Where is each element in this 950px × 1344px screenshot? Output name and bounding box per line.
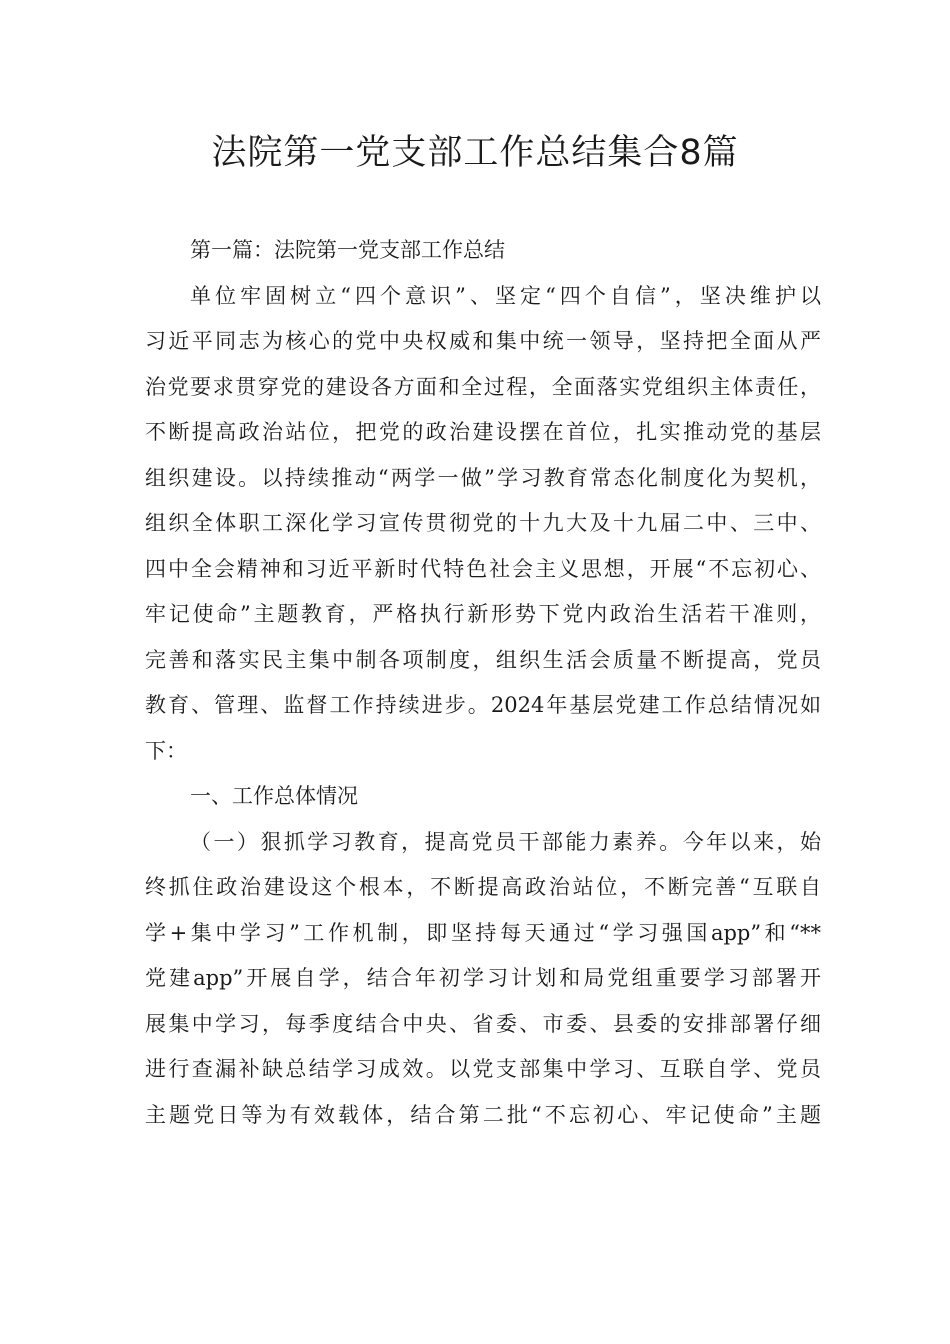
paragraph-line: 进行查漏补缺总结学习成效。以党支部集中学习、互联自学、党员 xyxy=(145,1057,821,1081)
paragraph-line: 不断提高政治站位，把党的政治建设摆在首位，扎实推动党的基层 xyxy=(145,420,821,444)
paragraph-line: 下： xyxy=(145,738,187,763)
paragraph-line: 四中全会精神和习近平新时代特色社会主义思想，开展“不忘初心、 xyxy=(145,556,821,581)
paragraph-line: 学+集中学习”工作机制，即坚持每天通过“学习强国app”和“** xyxy=(145,920,821,945)
paragraph-line: 教育、管理、监督工作持续进步。2024年基层党建工作总结情况如 xyxy=(145,693,821,717)
paragraph-line: 组织建设。以持续推动“两学一做”学习教育常态化制度化为契机， xyxy=(145,465,821,490)
paragraph-line: 主题党日等为有效载体，结合第二批“不忘初心、牢记使命”主题 xyxy=(145,1102,821,1127)
paragraph-line: 习近平同志为核心的党中央权威和集中统一领导，坚持把全面从严 xyxy=(145,329,821,353)
paragraph-line: 展集中学习，每季度结合中央、省委、市委、县委的安排部署仔细 xyxy=(145,1011,821,1036)
section-heading: 第一篇：法院第一党支部工作总结 xyxy=(190,238,505,262)
paragraph-line: 单位牢固树立“四个意识”、坚定“四个自信”，坚决维护以 xyxy=(190,283,821,308)
document-title: 法院第一党支部工作总结集合8篇 xyxy=(211,133,739,173)
paragraph-line: 牢记使命”主题教育，严格执行新形势下党内政治生活若干准则， xyxy=(145,602,821,626)
paragraph-line: （一）狠抓学习教育，提高党员干部能力素养。今年以来，始 xyxy=(190,829,821,854)
section-heading: 一、工作总体情况 xyxy=(190,784,358,808)
paragraph-line: 完善和落实民主集中制各项制度，组织生活会质量不断提高，党员 xyxy=(145,647,821,672)
paragraph-line: 治党要求贯穿党的建设各方面和全过程，全面落实党组织主体责任， xyxy=(145,374,821,399)
paragraph-line: 党建app”开展自学，结合年初学习计划和局党组重要学习部署开 xyxy=(145,966,821,990)
paragraph-line: 组织全体职工深化学习宣传贯彻党的十九大及十九届二中、三中、 xyxy=(145,511,821,535)
document-body xyxy=(145,228,821,1138)
paragraph-line: 终抓住政治建设这个根本，不断提高政治站位，不断完善“互联自 xyxy=(145,875,821,899)
